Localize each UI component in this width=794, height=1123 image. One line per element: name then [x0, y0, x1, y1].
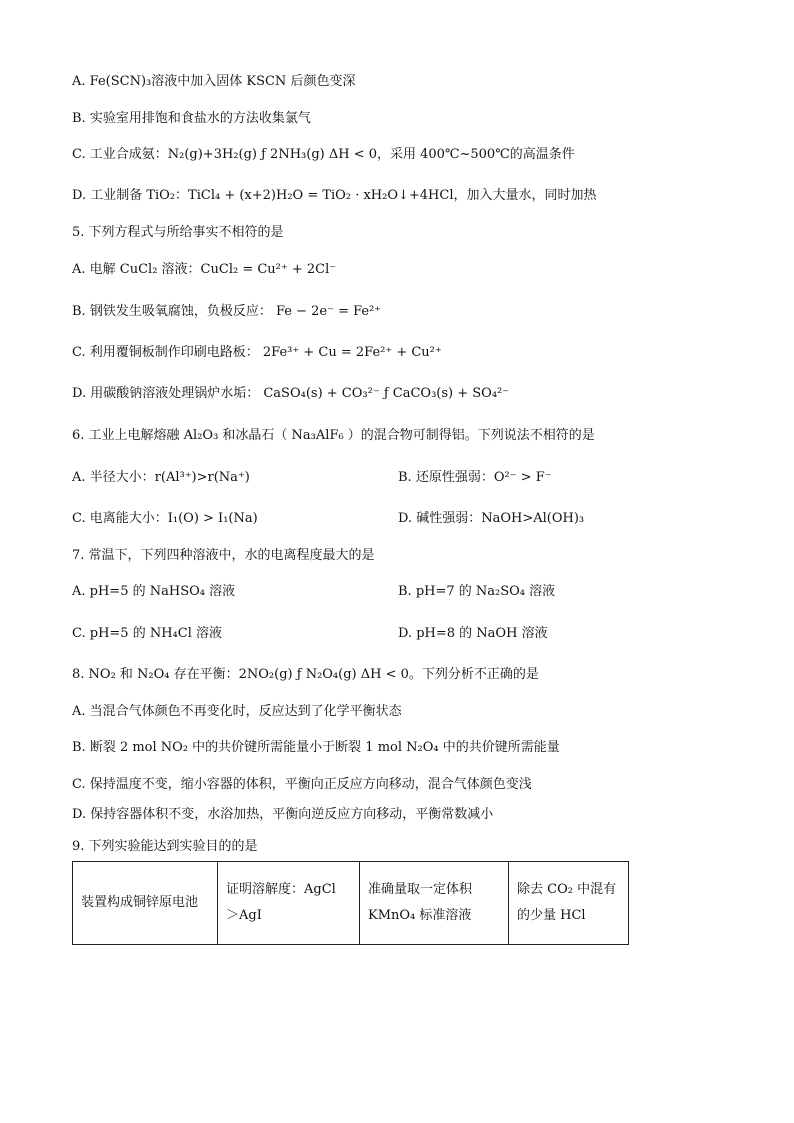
- q7-stem: 7. 常温下，下列四种溶液中，水的电离程度最大的是: [72, 548, 375, 563]
- q4-option-d: D. 工业制备 TiO₂：TiCl₄ + (x+2)H₂O = TiO₂ · xH₂O↓+4HCl，加入大量水，同时加热: [72, 188, 597, 203]
- cell-text: 装置构成铜锌原电池: [81, 895, 199, 910]
- q7-option-d: D. pH=8 的 NaOH 溶液: [398, 626, 548, 641]
- q8-option-c: C. 保持温度不变，缩小容器的体积，平衡向正反应方向移动，混合气体颜色变浅: [72, 777, 532, 792]
- q6-option-a: A. 半径大小：r(Al³⁺)>r(Na⁺): [72, 470, 250, 485]
- table-cell-co2: [509, 862, 629, 945]
- cell-text: ＞AgI: [226, 908, 262, 923]
- cell-text: KMnO₄ 标准溶液: [368, 908, 472, 923]
- cell-text: 除去 CO₂ 中混有: [517, 882, 617, 897]
- experiment-table: [72, 861, 629, 945]
- q6-stem: 6. 工业上电解熔融 Al₂O₃ 和冰晶石（ Na₃AlF₆ ）的混合物可制得铝。下列说法不相符的是: [72, 428, 595, 443]
- q6-option-c: C. 电离能大小：I₁(O) > I₁(Na): [72, 511, 258, 526]
- q5-option-b: B. 钢铁发生吸氧腐蚀，负极反应： Fe − 2e⁻ = Fe²⁺: [72, 304, 382, 319]
- q7-option-c: C. pH=5 的 NH₄Cl 溶液: [72, 626, 222, 641]
- table-cell-galvanic-cell: [73, 862, 218, 945]
- table-cell-kmno4: [360, 862, 509, 945]
- cell-text: 的少量 HCl: [517, 908, 586, 923]
- q8-option-d: D. 保持容器体积不变，水浴加热，平衡向逆反应方向移动，平衡常数减小: [72, 807, 494, 822]
- q8-option-b: B. 断裂 2 mol NO₂ 中的共价键所需能量小于断裂 1 mol N₂O₄ 中的共价键所需能量: [72, 740, 560, 755]
- table-row: [73, 862, 629, 945]
- q4-option-b: B. 实验室用排饱和食盐水的方法收集氯气: [72, 111, 311, 126]
- q4-option-a: A. Fe(SCN)₃溶液中加入固体 KSCN 后颜色变深: [72, 74, 356, 89]
- q9-stem: 9. 下列实验能达到实验目的的是: [72, 839, 258, 854]
- q5-option-a: A. 电解 CuCl₂ 溶液：CuCl₂ = Cu²⁺ + 2Cl⁻: [72, 262, 337, 277]
- q5-stem: 5. 下列方程式与所给事实不相符的是: [72, 225, 284, 240]
- cell-text: 证明溶解度：AgCl: [226, 882, 336, 897]
- q7-option-b: B. pH=7 的 Na₂SO₄ 溶液: [398, 584, 556, 599]
- q4-option-c: C. 工业合成氨：N₂(g)+3H₂(g) ƒ 2NH₃(g) ΔH < 0，采用 400℃~500℃的高温条件: [72, 147, 575, 162]
- q6-option-b: B. 还原性强弱：O²⁻ > F⁻: [398, 470, 552, 485]
- cell-text: 准确量取一定体积: [368, 882, 473, 897]
- table-cell-solubility: [218, 862, 360, 945]
- q6-option-d: D. 碱性强弱：NaOH>Al(OH)₃: [398, 511, 585, 526]
- q5-option-c: C. 利用覆铜板制作印刷电路板： 2Fe³⁺ + Cu = 2Fe²⁺ + Cu²⁺: [72, 345, 442, 360]
- q5-option-d: D. 用碳酸钠溶液处理锅炉水垢： CaSO₄(s) + CO₃²⁻ ƒ CaCO₃(s) + SO₄²⁻: [72, 386, 510, 401]
- q7-option-a: A. pH=5 的 NaHSO₄ 溶液: [72, 584, 236, 599]
- q8-stem: 8. NO₂ 和 N₂O₄ 存在平衡：2NO₂(g) ƒ N₂O₄(g) ΔH < 0。下列分析不正确的是: [72, 667, 539, 682]
- q8-option-a: A. 当混合气体颜色不再变化时，反应达到了化学平衡状态: [72, 704, 402, 719]
